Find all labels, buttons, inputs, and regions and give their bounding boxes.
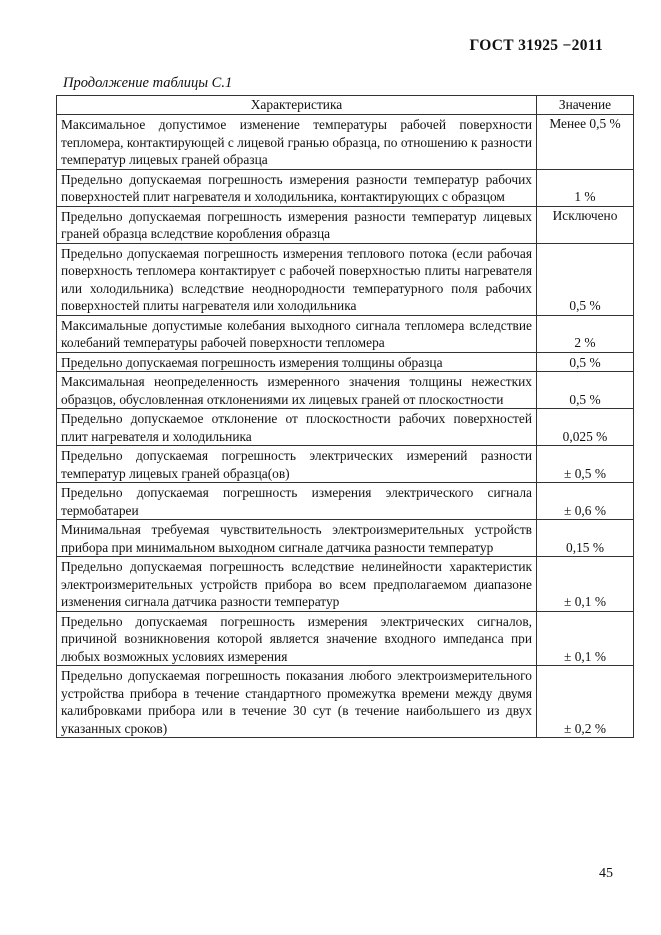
characteristic-cell: Минимальная требуемая чувствительность электроизмерительных устройств прибора при минимальном выходном сигнале датчика разности температур — [57, 520, 537, 557]
value-cell: 0,025 % — [537, 409, 634, 446]
column-header-characteristic: Характеристика — [57, 96, 537, 115]
characteristic-cell: Максимальные допустимые колебания выходного сигнала тепломера вследствие колебаний температуры рабочей поверхности тепломера — [57, 315, 537, 352]
characteristic-cell: Максимальное допустимое изменение температуры рабочей поверхности тепломера, контактирующей с лицевой гранью образца, по отношению к разности температур лицевых граней образца — [57, 115, 537, 170]
characteristic-cell: Предельно допускаемая погрешность измерения разности температур рабочих поверхностей плит нагревателя и холодильника, контактирующих с образцом — [57, 169, 537, 206]
characteristic-cell: Предельно допускаемая погрешность показания любого электроизмерительного устройства прибора в течение стандартного промежутка времени между двумя калибровками прибора или в течение 30 сут (в течение наибольшего из двух указанных сроков) — [57, 666, 537, 738]
table-row — [57, 243, 634, 315]
value-cell: 0,5 % — [537, 352, 634, 372]
table-row — [57, 446, 634, 483]
table-row — [57, 206, 634, 243]
value-cell: ± 0,1 % — [537, 611, 634, 666]
value-cell: ± 0,6 % — [537, 483, 634, 520]
characteristic-cell: Предельно допускаемая погрешность измерения электрического сигнала термобатареи — [57, 483, 537, 520]
column-header-value: Значение — [537, 96, 634, 115]
characteristic-cell: Предельно допускаемая погрешность измерения теплового потока (если рабочая поверхность тепломера контактирует с рабочей поверхностью плиты нагревателя или холодильника) вследствие неоднородности температурного поля рабочих поверхностей плиты нагревателя или холодильника — [57, 243, 537, 315]
value-cell: Исключено — [537, 206, 634, 243]
table-row — [57, 611, 634, 666]
value-cell: ± 0,1 % — [537, 557, 634, 612]
value-cell: 2 % — [537, 315, 634, 352]
table-row — [57, 666, 634, 738]
table-row — [57, 520, 634, 557]
page-number: 45 — [599, 866, 613, 881]
characteristic-cell: Предельно допускаемая погрешность измерения толщины образца — [57, 352, 537, 372]
document-header: ГОСТ 31925 −2011 — [469, 37, 603, 54]
characteristic-cell: Предельно допускаемая погрешность электрических измерений разности температур лицевых граней образца(ов) — [57, 446, 537, 483]
value-cell: ± 0,2 % — [537, 666, 634, 738]
table-row — [57, 169, 634, 206]
characteristics-table — [56, 95, 634, 738]
value-cell: 0,5 % — [537, 372, 634, 409]
table-row — [57, 409, 634, 446]
table-row — [57, 315, 634, 352]
table-row — [57, 352, 634, 372]
table-row — [57, 115, 634, 170]
table-row — [57, 557, 634, 612]
table-row — [57, 372, 634, 409]
table-caption: Продолжение таблицы С.1 — [63, 75, 233, 91]
characteristic-cell: Предельно допускаемая погрешность измерения разности температур лицевых граней образца вследствие коробления образца — [57, 206, 537, 243]
characteristic-cell: Предельно допускаемая погрешность вследствие нелинейности характеристик электроизмерительных устройств прибора во всем предполагаемом диапазоне изменения сигнала датчика разности температур — [57, 557, 537, 612]
value-cell: Менее 0,5 % — [537, 115, 634, 170]
characteristic-cell: Максимальная неопределенность измеренного значения толщины нежестких образцов, обусловленная отклонениями их лицевых граней от плоскостности — [57, 372, 537, 409]
value-cell: ± 0,5 % — [537, 446, 634, 483]
value-cell: 0,15 % — [537, 520, 634, 557]
value-cell: 1 % — [537, 169, 634, 206]
table-header-row — [57, 96, 634, 115]
characteristic-cell: Предельно допускаемая погрешность измерения электрических сигналов, причиной возникновения которой является значение входного импеданса при любых возможных условиях измерения — [57, 611, 537, 666]
table-row — [57, 483, 634, 520]
value-cell: 0,5 % — [537, 243, 634, 315]
characteristic-cell: Предельно допускаемое отклонение от плоскостности рабочих поверхностей плит нагревателя и холодильника — [57, 409, 537, 446]
